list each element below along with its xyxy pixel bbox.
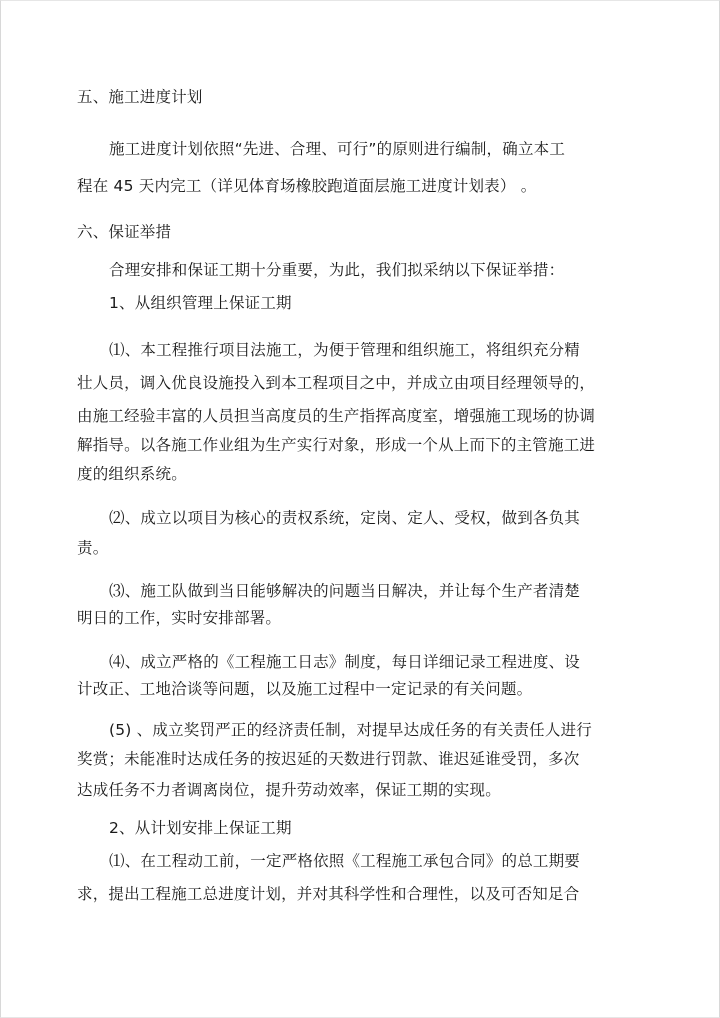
paragraph-line: (5) 、成立奖罚严正的经济责任制，对提早达成任务的有关责任人进行 (109, 721, 592, 739)
paragraph-line: 度的组织系统。 (77, 465, 187, 483)
paragraph-line: 壮人员，调入优良设施投入到本工程项目之中，并成立由项目经理领导的， (77, 374, 596, 392)
section-heading-schedule: 五、施工进度计划 (77, 88, 203, 106)
paragraph-line: 求，提出工程施工总进度计划，并对其科学性和合理性，以及可否知足合 (77, 885, 580, 903)
paragraph-line: 明日的工作，实时安排部署。 (77, 609, 282, 627)
paragraph-line: ⑴、本工程推行项目法施工，为便于管理和组织施工，将组织充分精 (109, 341, 581, 359)
paragraph-line: ⑵、成立以项目为核心的责权系统，定岗、定人、受权，做到各负其 (109, 509, 581, 527)
paragraph-line: 解指导。以各施工作业组为生产实行对象，形成一个从上而下的主管施工进 (77, 436, 596, 454)
paragraph-line: 合理安排和保证工期十分重要，为此，我们拟采纳以下保证举措： (109, 261, 565, 279)
paragraph-line: ⑷、成立严格的《工程施工日志》制度，每日详细记录工程进度、设 (109, 653, 581, 671)
paragraph-line: ⑶、施工队做到当日能够解决的问题当日解决，并让每个生产者清楚 (109, 582, 581, 600)
paragraph-line: 由施工经验丰富的人员担当高度员的生产指挥高度室，增强施工现场的协调 (77, 407, 596, 425)
paragraph-line: ⑴、在工程动工前，一定严格依照《工程施工承包合同》的总工期要 (109, 852, 581, 870)
section-heading-measures: 六、保证举措 (77, 223, 172, 241)
paragraph-line: 计改正、工地洽谈等问题，以及施工过程中一定记录的有关问题。 (77, 680, 533, 698)
paragraph-line: 程在 45 天内完工（详见体育场橡胶跑道面层施工进度计划表） 。 (77, 177, 537, 195)
paragraph-line: 达成任务不力者调离岗位，提升劳动效率，保证工期的实现。 (77, 781, 501, 799)
paragraph-line: 责。 (77, 539, 109, 557)
subsection-title: 1、从组织管理上保证工期 (109, 294, 292, 312)
subsection-title: 2、从计划安排上保证工期 (109, 819, 292, 837)
paragraph-line: 施工进度计划依照“先进、合理、可行”的原则进行编制，确立本工 (109, 140, 566, 158)
paragraph-line: 奖赏；未能准时达成任务的按迟延的天数进行罚款、谁迟延谁受罚，多次 (77, 750, 580, 768)
